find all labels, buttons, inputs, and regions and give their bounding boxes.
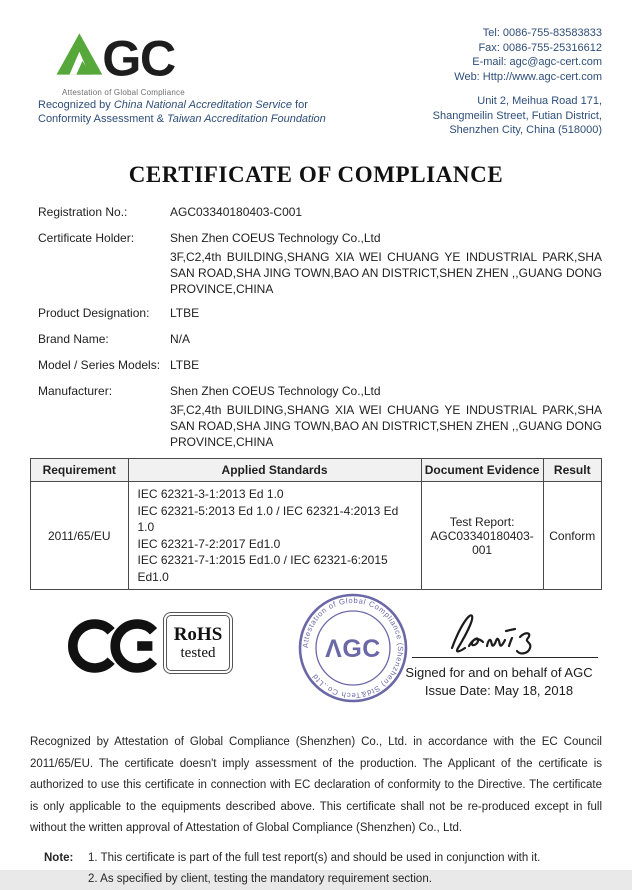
accreditation-middle: for Conformity Assessment & xyxy=(38,99,308,125)
signature-lewis-icon xyxy=(442,608,552,656)
field-value: LTBE xyxy=(170,358,200,372)
cell-requirement: 2011/65/EU xyxy=(31,482,129,590)
field-label: Registration No.: xyxy=(38,205,128,219)
hq-address-line: Unit 2, Meihua Road 171, xyxy=(477,95,602,107)
rohs-label: RoHS xyxy=(173,623,223,645)
field-value: Shen Zhen COEUS Technology Co.,Ltd xyxy=(170,231,381,245)
hq-address-line: Shenzhen City, China (518000) xyxy=(449,124,602,136)
field-value: AGC03340180403-C001 xyxy=(170,205,303,219)
signature-block xyxy=(388,664,610,700)
field-manufacturer xyxy=(38,383,602,399)
col-result: Result xyxy=(543,459,601,482)
table-row xyxy=(31,482,602,590)
legal-paragraph: Recognized by Attestation of Global Compliance (Shenzhen) Co., Ltd. in accordance with the EC Council 2011/65/EU. The certificate doesn't imply assessment of the production. The Applicant of the certificate is authorized to use this certificate in connection with EC declaration of conformity to the Directive. The certificate is only applicable to the equipments described above. This certificate shall not be re-produced except in full without the written approval of Attestation of Global Compliance (Shenzhen) Co., Ltd. xyxy=(30,736,602,834)
evidence-line: AGC03340180403-001 xyxy=(430,528,534,557)
certificate-title: CERTIFICATE OF COMPLIANCE xyxy=(128,162,504,187)
issue-date-text: Issue Date: May 18, 2018 xyxy=(424,683,574,698)
note-block xyxy=(44,848,602,890)
field-value: LTBE xyxy=(170,306,200,320)
col-requirement: Requirement xyxy=(31,459,129,482)
header xyxy=(0,0,632,152)
field-registration-no xyxy=(38,204,602,220)
rohs-badge xyxy=(163,612,233,674)
standards-table xyxy=(30,458,602,590)
note-item: 2. As specified by client, testing the mandatory requirement section. xyxy=(88,872,432,885)
standard-line: IEC 62321-3-1:2013 Ed 1.0 xyxy=(137,487,284,501)
field-label: Certificate Holder: xyxy=(38,231,135,245)
standard-line: IEC 62321-5:2013 Ed 1.0 / IEC 62321-4:2013 Ed 1.0 xyxy=(137,503,399,534)
field-model-series xyxy=(38,357,602,373)
cell-applied-standards xyxy=(128,482,421,590)
field-certificate-holder xyxy=(38,230,602,246)
note-items xyxy=(88,848,602,890)
agc-logo xyxy=(55,26,185,97)
evidence-line: Test Report: xyxy=(449,514,515,529)
accreditation-taf: Taiwan Accreditation Foundation xyxy=(167,113,326,125)
table-header-row xyxy=(31,459,602,482)
cell-document-evidence xyxy=(421,482,543,590)
accreditation-cnas: China National Accreditation Service xyxy=(113,99,292,111)
field-value: Shen Zhen COEUS Technology Co.,Ltd xyxy=(170,384,381,398)
rohs-tested-label: tested xyxy=(180,644,216,661)
certificate-fields xyxy=(0,204,632,450)
contact-web: Web: Http://www.agc-cert.com xyxy=(454,70,602,83)
hq-address-line: Shangmeilin Street, Futian District, xyxy=(432,109,602,122)
field-label: Product Designation: xyxy=(38,306,150,320)
logo-tagline: Attestation of Global Compliance xyxy=(62,88,185,97)
field-label: Model / Series Models: xyxy=(38,358,161,372)
signature-line xyxy=(412,657,598,658)
rohs-badge-inner xyxy=(166,615,230,671)
agc-logo-icon xyxy=(55,26,177,87)
contact-fax: Fax: 0086-755-25316612 xyxy=(478,41,602,54)
holder-address: 3F,C2,4th BUILDING,SHANG XIA WEI CHUANG YE INDUSTRIAL PARK,SHA SAN ROAD,SHA JING TOWN,BAO AN DISTRICT,SHEN ZHEN ,,GUANG DONG PROVINCE,CHINA xyxy=(170,250,602,296)
note-item: 1. This certificate is part of the full test report(s) and should be used in conjunction with it. xyxy=(88,851,541,864)
field-value: N/A xyxy=(170,332,191,346)
note-label: Note: xyxy=(44,851,74,864)
accreditation-text xyxy=(38,98,326,126)
field-label: Manufacturer: xyxy=(38,384,113,398)
ce-mark-icon xyxy=(66,614,166,678)
seal-ring-text: Attestation of Global Compliance (Shenzhen) Std&Tech Co.,Ltd xyxy=(300,595,406,701)
col-document-evidence: Document Evidence xyxy=(421,459,543,482)
col-applied-standards: Applied Standards xyxy=(128,459,421,482)
field-label: Brand Name: xyxy=(38,332,109,346)
logo-gc-text: GC xyxy=(102,29,175,87)
cell-result: Conform xyxy=(543,482,601,590)
standard-line: IEC 62321-7-1:2015 Ed1.0 / IEC 62321-6:2015 Ed1.0 xyxy=(137,553,388,584)
contact-block xyxy=(454,26,602,84)
field-product-designation xyxy=(38,305,602,321)
accreditation-prefix: Recognized by xyxy=(38,99,114,111)
contact-email: E-mail: agc@agc-cert.com xyxy=(472,56,602,68)
seal-center-text: ΛGC xyxy=(325,635,381,663)
field-brand-name xyxy=(38,331,602,347)
contact-tel: Tel: 0086-755-83583833 xyxy=(482,27,602,39)
standard-line: IEC 62321-7-2:2017 Ed1.0 xyxy=(137,536,281,551)
manufacturer-address: 3F,C2,4th BUILDING,SHANG XIA WEI CHUANG YE INDUSTRIAL PARK,SHA SAN ROAD,SHA JING TOWN,BAO AN DISTRICT,SHEN ZHEN ,,GUANG DONG PROVINCE,CHINA xyxy=(170,403,602,449)
marks-section xyxy=(0,595,632,712)
signed-for-text: Signed for and on behalf of AGC xyxy=(405,665,593,680)
hq-address xyxy=(433,94,602,138)
